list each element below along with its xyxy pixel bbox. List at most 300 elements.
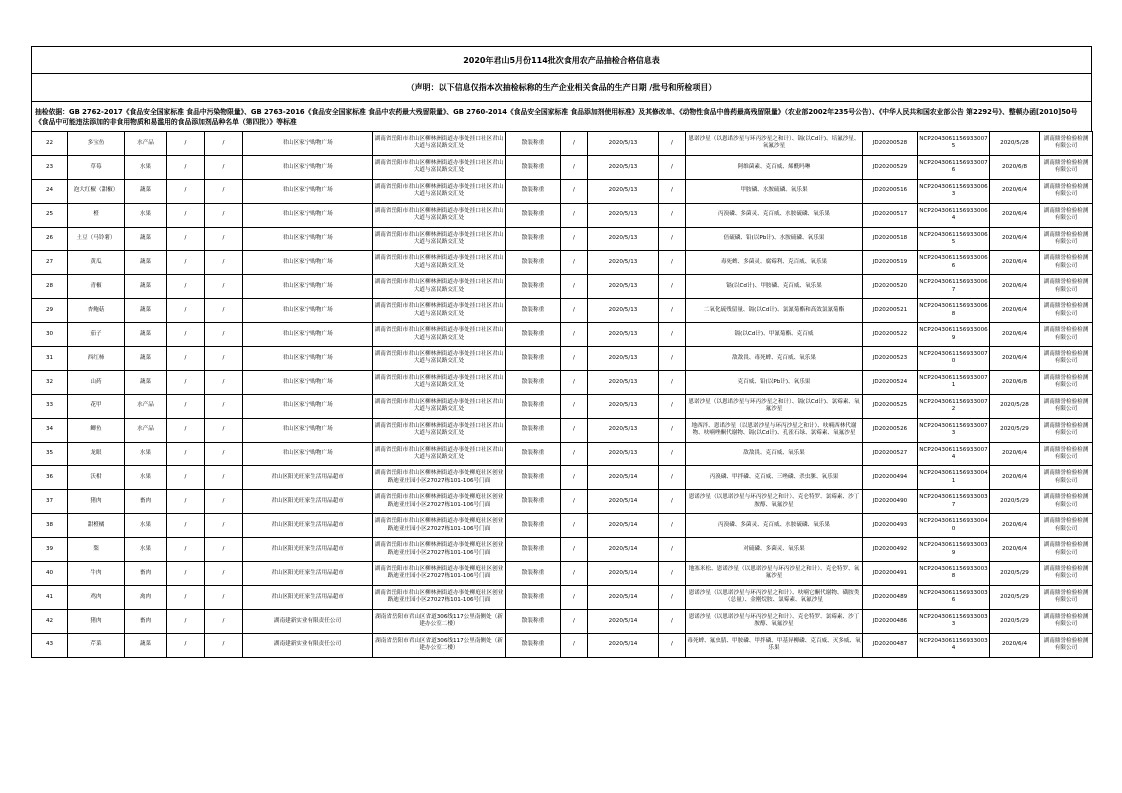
seller-name-cell: 湖南建新实业有限责任公司 bbox=[243, 609, 373, 633]
brand-cell: / bbox=[561, 203, 588, 227]
manufacturer-cell: / bbox=[167, 132, 205, 156]
specification-cell: 散装称重 bbox=[506, 203, 561, 227]
manufacturer-cell: / bbox=[167, 347, 205, 371]
manufacturer-cell: / bbox=[167, 203, 205, 227]
specification-cell: 散装称重 bbox=[506, 514, 561, 538]
row-number-cell: 23 bbox=[32, 155, 68, 179]
manufacturer-address-cell: / bbox=[205, 442, 243, 466]
test-items-cell: 毒死蜱、多菌灵、腐霉利、克百威、氧乐果 bbox=[686, 251, 863, 275]
manufacturer-address-cell: / bbox=[205, 275, 243, 299]
sheet-title: 2020年君山5月份114批次食用农产品抽检合格信息表 bbox=[31, 46, 1092, 73]
table-row bbox=[32, 227, 1093, 251]
seller-name-cell: 君山区家宁购物广场 bbox=[243, 179, 373, 203]
seller-name-cell: 君山区家宁购物广场 bbox=[243, 275, 373, 299]
manufacturer-cell: / bbox=[167, 179, 205, 203]
brand-cell: / bbox=[561, 442, 588, 466]
specification-cell: 散装称重 bbox=[506, 227, 561, 251]
category-cell: 水产品 bbox=[125, 132, 167, 156]
test-items-cell: 恩诺沙星（以恩诺沙星与环丙沙星之和计）、克仑特罗、氯霉素、沙丁胺醇、氧氟沙星 bbox=[686, 490, 863, 514]
brand-cell: / bbox=[561, 418, 588, 442]
publish-date-cell: 2020/5/29 bbox=[990, 585, 1040, 609]
manufacturer-address-cell: / bbox=[205, 514, 243, 538]
manufacturer-cell: / bbox=[167, 299, 205, 323]
seller-name-cell: 君山区家宁购物广场 bbox=[243, 370, 373, 394]
classification-cell: / bbox=[659, 299, 686, 323]
test-items-cell: 克百威、铅(以Pb计)、氧乐果 bbox=[686, 370, 863, 394]
brand-cell: / bbox=[561, 179, 588, 203]
publish-date-cell: 2020/6/4 bbox=[990, 275, 1040, 299]
manufacturer-address-cell: / bbox=[205, 370, 243, 394]
seller-address-cell: 湖南省岳阳市君山区省道306线117公里南侧处（新建办公室二楼） bbox=[373, 633, 506, 657]
brand-cell: / bbox=[561, 394, 588, 418]
production-date-cell: 2020/5/13 bbox=[588, 132, 659, 156]
production-date-cell: 2020/5/13 bbox=[588, 370, 659, 394]
seller-address-cell: 湖南省岳阳市君山区柳林洲街道办事处挂口社区君山大道与富民路交汇处 bbox=[373, 179, 506, 203]
sample-number-cell: NCP20430611569330040 bbox=[918, 514, 990, 538]
table-row bbox=[32, 585, 1093, 609]
production-date-cell: 2020/5/14 bbox=[588, 562, 659, 586]
inspection-sheet bbox=[31, 46, 1092, 658]
report-number-cell: JD20200520 bbox=[863, 275, 918, 299]
row-number-cell: 41 bbox=[32, 585, 68, 609]
category-cell: 水果 bbox=[125, 538, 167, 562]
manufacturer-cell: / bbox=[167, 394, 205, 418]
publish-date-cell: 2020/6/4 bbox=[990, 347, 1040, 371]
brand-cell: / bbox=[561, 132, 588, 156]
test-items-cell: 甲胺磷、水胺硫磷、氧乐果 bbox=[686, 179, 863, 203]
publish-date-cell: 2020/6/4 bbox=[990, 323, 1040, 347]
table-row bbox=[32, 538, 1093, 562]
seller-address-cell: 湖南省岳阳市君山区柳林洲街道办事处柳庭社区创业路迪亚庄园小区27027栋101-106号门面 bbox=[373, 585, 506, 609]
seller-address-cell: 湖南省岳阳市君山区柳林洲街道办事处挂口社区君山大道与富民路交汇处 bbox=[373, 132, 506, 156]
production-date-cell: 2020/5/14 bbox=[588, 538, 659, 562]
sample-number-cell: NCP20430611569330037 bbox=[918, 490, 990, 514]
publish-date-cell: 2020/6/4 bbox=[990, 227, 1040, 251]
classification-cell: / bbox=[659, 179, 686, 203]
manufacturer-cell: / bbox=[167, 155, 205, 179]
seller-name-cell: 君山区家宁购物广场 bbox=[243, 323, 373, 347]
specification-cell: 散装称重 bbox=[506, 275, 561, 299]
category-cell: 蔬菜 bbox=[125, 251, 167, 275]
sample-number-cell: NCP20430611569330039 bbox=[918, 538, 990, 562]
publish-date-cell: 2020/6/4 bbox=[990, 514, 1040, 538]
lab-cell: 湖南鼎誉检验检测有限公司 bbox=[1040, 179, 1093, 203]
brand-cell: / bbox=[561, 347, 588, 371]
classification-cell: / bbox=[659, 227, 686, 251]
manufacturer-address-cell: / bbox=[205, 251, 243, 275]
classification-cell: / bbox=[659, 251, 686, 275]
category-cell: 蔬菜 bbox=[125, 347, 167, 371]
row-number-cell: 28 bbox=[32, 275, 68, 299]
test-items-cell: 丙溴磷、多菌灵、克百威、水胺硫磷、氧乐果 bbox=[686, 514, 863, 538]
report-number-cell: JD20200527 bbox=[863, 442, 918, 466]
seller-address-cell: 湖南省岳阳市君山区柳林洲街道办事处挂口社区君山大道与富民路交汇处 bbox=[373, 251, 506, 275]
classification-cell: / bbox=[659, 370, 686, 394]
publish-date-cell: 2020/6/4 bbox=[990, 203, 1040, 227]
seller-address-cell: 湖南省岳阳市君山区柳林洲街道办事处柳庭社区创业路迪亚庄园小区27027栋101-106号门面 bbox=[373, 466, 506, 490]
specification-cell: 散装称重 bbox=[506, 442, 561, 466]
production-date-cell: 2020/5/13 bbox=[588, 418, 659, 442]
seller-address-cell: 湖南省岳阳市君山区柳林洲街道办事处柳庭社区创业路迪亚庄园小区27027栋101-106号门面 bbox=[373, 538, 506, 562]
row-number-cell: 22 bbox=[32, 132, 68, 156]
report-number-cell: JD20200493 bbox=[863, 514, 918, 538]
lab-cell: 湖南鼎誉检验检测有限公司 bbox=[1040, 299, 1093, 323]
food-name-cell: 鸡肉 bbox=[68, 585, 125, 609]
row-number-cell: 33 bbox=[32, 394, 68, 418]
test-items-cell: 对硫磷、多菌灵、氧乐果 bbox=[686, 538, 863, 562]
sample-number-cell: NCP20430611569330065 bbox=[918, 227, 990, 251]
category-cell: 畜肉 bbox=[125, 562, 167, 586]
row-number-cell: 37 bbox=[32, 490, 68, 514]
specification-cell: 散装称重 bbox=[506, 251, 561, 275]
seller-address-cell: 湖南省岳阳市君山区柳林洲街道办事处挂口社区君山大道与富民路交汇处 bbox=[373, 442, 506, 466]
production-date-cell: 2020/5/13 bbox=[588, 227, 659, 251]
specification-cell: 散装称重 bbox=[506, 562, 561, 586]
row-number-cell: 32 bbox=[32, 370, 68, 394]
manufacturer-cell: / bbox=[167, 466, 205, 490]
report-number-cell: JD20200529 bbox=[863, 155, 918, 179]
seller-address-cell: 湖南省岳阳市君山区柳林洲街道办事处挂口社区君山大道与富民路交汇处 bbox=[373, 370, 506, 394]
test-items-cell: 毒死蜱、氟虫腈、甲胺磷、甲拌磷、甲基异柳磷、克百威、灭多威、氧乐果 bbox=[686, 633, 863, 657]
brand-cell: / bbox=[561, 585, 588, 609]
lab-cell: 湖南鼎誉检验检测有限公司 bbox=[1040, 538, 1093, 562]
brand-cell: / bbox=[561, 633, 588, 657]
specification-cell: 散装称重 bbox=[506, 323, 561, 347]
publish-date-cell: 2020/5/29 bbox=[990, 609, 1040, 633]
lab-cell: 湖南鼎誉检验检测有限公司 bbox=[1040, 514, 1093, 538]
specification-cell: 散装称重 bbox=[506, 466, 561, 490]
food-name-cell: 泡大红椒（甜椒） bbox=[68, 179, 125, 203]
seller-name-cell: 君山区阳光旺家生活用品超市 bbox=[243, 585, 373, 609]
production-date-cell: 2020/5/13 bbox=[588, 155, 659, 179]
seller-address-cell: 湖南省岳阳市君山区柳林洲街道办事处柳庭社区创业路迪亚庄园小区27027栋101-106号门面 bbox=[373, 562, 506, 586]
sample-number-cell: NCP20430611569330064 bbox=[918, 203, 990, 227]
specification-cell: 散装称重 bbox=[506, 299, 561, 323]
classification-cell: / bbox=[659, 203, 686, 227]
seller-address-cell: 湖南省岳阳市君山区柳林洲街道办事处挂口社区君山大道与富民路交汇处 bbox=[373, 275, 506, 299]
table-row bbox=[32, 418, 1093, 442]
lab-cell: 湖南鼎誉检验检测有限公司 bbox=[1040, 203, 1093, 227]
report-number-cell: JD20200523 bbox=[863, 347, 918, 371]
production-date-cell: 2020/5/13 bbox=[588, 299, 659, 323]
manufacturer-cell: / bbox=[167, 251, 205, 275]
table-row bbox=[32, 299, 1093, 323]
production-date-cell: 2020/5/14 bbox=[588, 466, 659, 490]
seller-name-cell: 君山区家宁购物广场 bbox=[243, 394, 373, 418]
publish-date-cell: 2020/6/4 bbox=[990, 251, 1040, 275]
specification-cell: 散装称重 bbox=[506, 633, 561, 657]
sample-number-cell: NCP20430611569330041 bbox=[918, 466, 990, 490]
classification-cell: / bbox=[659, 609, 686, 633]
food-name-cell: 黄瓜 bbox=[68, 251, 125, 275]
sample-number-cell: NCP20430611569330066 bbox=[918, 251, 990, 275]
sample-number-cell: NCP20430611569330071 bbox=[918, 370, 990, 394]
row-number-cell: 38 bbox=[32, 514, 68, 538]
production-date-cell: 2020/5/13 bbox=[588, 394, 659, 418]
lab-cell: 湖南鼎誉检验检测有限公司 bbox=[1040, 275, 1093, 299]
specification-cell: 散装称重 bbox=[506, 418, 561, 442]
seller-address-cell: 湖南省岳阳市君山区柳林洲街道办事处挂口社区君山大道与富民路交汇处 bbox=[373, 299, 506, 323]
publish-date-cell: 2020/6/4 bbox=[990, 299, 1040, 323]
production-date-cell: 2020/5/13 bbox=[588, 323, 659, 347]
publish-date-cell: 2020/5/29 bbox=[990, 418, 1040, 442]
category-cell: 蔬菜 bbox=[125, 323, 167, 347]
test-items-cell: 恩诺沙星（以恩诺沙星与环丙沙星之和计）、镉(以Cd计)、氯霉素、氧氟沙星 bbox=[686, 394, 863, 418]
table-row bbox=[32, 514, 1093, 538]
declaration: （声明：以下信息仅指本次抽检标称的生产企业相关食品的生产日期 /批号和所检项目） bbox=[31, 73, 1092, 101]
lab-cell: 湖南鼎誉检验检测有限公司 bbox=[1040, 609, 1093, 633]
lab-cell: 湖南鼎誉检验检测有限公司 bbox=[1040, 155, 1093, 179]
classification-cell: / bbox=[659, 514, 686, 538]
sample-number-cell: NCP20430611569330063 bbox=[918, 179, 990, 203]
category-cell: 畜肉 bbox=[125, 490, 167, 514]
food-name-cell: 猪肉 bbox=[68, 609, 125, 633]
report-number-cell: JD20200518 bbox=[863, 227, 918, 251]
seller-name-cell: 君山区家宁购物广场 bbox=[243, 227, 373, 251]
seller-address-cell: 湖南省岳阳市君山区柳林洲街道办事处挂口社区君山大道与富民路交汇处 bbox=[373, 203, 506, 227]
table-row bbox=[32, 466, 1093, 490]
brand-cell: / bbox=[561, 323, 588, 347]
publish-date-cell: 2020/5/29 bbox=[990, 490, 1040, 514]
seller-name-cell: 君山区家宁购物广场 bbox=[243, 418, 373, 442]
lab-cell: 湖南鼎誉检验检测有限公司 bbox=[1040, 347, 1093, 371]
category-cell: 蔬菜 bbox=[125, 227, 167, 251]
specification-cell: 散装称重 bbox=[506, 394, 561, 418]
production-date-cell: 2020/5/13 bbox=[588, 442, 659, 466]
food-name-cell: 芹菜 bbox=[68, 633, 125, 657]
production-date-cell: 2020/5/13 bbox=[588, 179, 659, 203]
publish-date-cell: 2020/6/4 bbox=[990, 538, 1040, 562]
manufacturer-cell: / bbox=[167, 609, 205, 633]
manufacturer-address-cell: / bbox=[205, 418, 243, 442]
table-row bbox=[32, 179, 1093, 203]
specification-cell: 散装称重 bbox=[506, 538, 561, 562]
seller-address-cell: 湖南省岳阳市君山区柳林洲街道办事处挂口社区君山大道与富民路交汇处 bbox=[373, 227, 506, 251]
classification-cell: / bbox=[659, 394, 686, 418]
row-number-cell: 25 bbox=[32, 203, 68, 227]
table-row bbox=[32, 323, 1093, 347]
seller-address-cell: 湖南省岳阳市君山区柳林洲街道办事处挂口社区君山大道与富民路交汇处 bbox=[373, 155, 506, 179]
publish-date-cell: 2020/6/8 bbox=[990, 155, 1040, 179]
category-cell: 蔬菜 bbox=[125, 275, 167, 299]
brand-cell: / bbox=[561, 514, 588, 538]
sample-number-cell: NCP20430611569330074 bbox=[918, 442, 990, 466]
category-cell: 水产品 bbox=[125, 394, 167, 418]
manufacturer-cell: / bbox=[167, 633, 205, 657]
publish-date-cell: 2020/6/8 bbox=[990, 370, 1040, 394]
row-number-cell: 30 bbox=[32, 323, 68, 347]
publish-date-cell: 2020/5/29 bbox=[990, 562, 1040, 586]
table-row bbox=[32, 633, 1093, 657]
manufacturer-cell: / bbox=[167, 227, 205, 251]
report-number-cell: JD20200525 bbox=[863, 394, 918, 418]
classification-cell: / bbox=[659, 585, 686, 609]
report-number-cell: JD20200519 bbox=[863, 251, 918, 275]
lab-cell: 湖南鼎誉检验检测有限公司 bbox=[1040, 442, 1093, 466]
food-name-cell: 多宝鱼 bbox=[68, 132, 125, 156]
manufacturer-address-cell: / bbox=[205, 562, 243, 586]
food-name-cell: 沃柑 bbox=[68, 466, 125, 490]
test-items-cell: 地西泮、恩诺沙星（以恩诺沙星与环丙沙星之和计）、呋喃西林代谢物、呋喃唑酮代谢物、镉(以Cd计)、孔雀石绿、氯霉素、氧氟沙星 bbox=[686, 418, 863, 442]
brand-cell: / bbox=[561, 562, 588, 586]
food-name-cell: 西红柿 bbox=[68, 347, 125, 371]
lab-cell: 湖南鼎誉检验检测有限公司 bbox=[1040, 418, 1093, 442]
seller-address-cell: 湖南省岳阳市君山区柳林洲街道办事处柳庭社区创业路迪亚庄园小区27027栋101-106号门面 bbox=[373, 514, 506, 538]
sample-number-cell: NCP20430611569330034 bbox=[918, 633, 990, 657]
food-name-cell: 梨 bbox=[68, 538, 125, 562]
row-number-cell: 26 bbox=[32, 227, 68, 251]
lab-cell: 湖南鼎誉检验检测有限公司 bbox=[1040, 370, 1093, 394]
food-name-cell: 花甲 bbox=[68, 394, 125, 418]
lab-cell: 湖南鼎誉检验检测有限公司 bbox=[1040, 466, 1093, 490]
test-items-cell: 二氧化硫残留量、镉(以Cd计)、氯氰菊酯和高效氯氰菊酯 bbox=[686, 299, 863, 323]
production-date-cell: 2020/5/13 bbox=[588, 203, 659, 227]
sample-number-cell: NCP20430611569330038 bbox=[918, 562, 990, 586]
publish-date-cell: 2020/6/4 bbox=[990, 442, 1040, 466]
manufacturer-cell: / bbox=[167, 275, 205, 299]
lab-cell: 湖南鼎誉检验检测有限公司 bbox=[1040, 132, 1093, 156]
report-number-cell: JD20200487 bbox=[863, 633, 918, 657]
food-name-cell: 鲫鱼 bbox=[68, 418, 125, 442]
manufacturer-cell: / bbox=[167, 370, 205, 394]
category-cell: 蔬菜 bbox=[125, 179, 167, 203]
row-number-cell: 43 bbox=[32, 633, 68, 657]
manufacturer-cell: / bbox=[167, 585, 205, 609]
seller-name-cell: 湖南建新实业有限责任公司 bbox=[243, 633, 373, 657]
test-items-cell: 阿维菌素、克百威、烯酰吗啉 bbox=[686, 155, 863, 179]
specification-cell: 散装称重 bbox=[506, 179, 561, 203]
production-date-cell: 2020/5/14 bbox=[588, 490, 659, 514]
sample-number-cell: NCP20430611569330070 bbox=[918, 347, 990, 371]
lab-cell: 湖南鼎誉检验检测有限公司 bbox=[1040, 251, 1093, 275]
brand-cell: / bbox=[561, 227, 588, 251]
food-name-cell: 茄子 bbox=[68, 323, 125, 347]
table-row bbox=[32, 132, 1093, 156]
seller-name-cell: 君山区阳光旺家生活用品超市 bbox=[243, 466, 373, 490]
food-name-cell: 橙 bbox=[68, 203, 125, 227]
category-cell: 水果 bbox=[125, 203, 167, 227]
seller-address-cell: 湖南省岳阳市君山区省道306线117公里南侧处（新建办公室二楼） bbox=[373, 609, 506, 633]
classification-cell: / bbox=[659, 155, 686, 179]
report-number-cell: JD20200522 bbox=[863, 323, 918, 347]
category-cell: 水产品 bbox=[125, 418, 167, 442]
specification-cell: 散装称重 bbox=[506, 609, 561, 633]
seller-address-cell: 湖南省岳阳市君山区柳林洲街道办事处挂口社区君山大道与富民路交汇处 bbox=[373, 394, 506, 418]
report-number-cell: JD20200494 bbox=[863, 466, 918, 490]
test-items-cell: 恩诺沙星（以恩诺沙星与环丙沙星之和计）、呋喃它酮代谢物、磺胺类（总量）、金刚烷胺、氯霉素、氧氟沙星 bbox=[686, 585, 863, 609]
classification-cell: / bbox=[659, 490, 686, 514]
report-number-cell: JD20200490 bbox=[863, 490, 918, 514]
specification-cell: 散装称重 bbox=[506, 347, 561, 371]
test-items-cell: 丙溴磷、甲拌磷、克百威、三唑磷、杀虫脒、氧乐果 bbox=[686, 466, 863, 490]
sample-number-cell: NCP20430611569330073 bbox=[918, 418, 990, 442]
lab-cell: 湖南鼎誉检验检测有限公司 bbox=[1040, 394, 1093, 418]
category-cell: 水果 bbox=[125, 466, 167, 490]
classification-cell: / bbox=[659, 466, 686, 490]
food-name-cell: 杏鲍菇 bbox=[68, 299, 125, 323]
manufacturer-address-cell: / bbox=[205, 132, 243, 156]
production-date-cell: 2020/5/14 bbox=[588, 585, 659, 609]
report-number-cell: JD20200528 bbox=[863, 132, 918, 156]
table-row bbox=[32, 275, 1093, 299]
seller-name-cell: 君山区阳光旺家生活用品超市 bbox=[243, 562, 373, 586]
brand-cell: / bbox=[561, 299, 588, 323]
classification-cell: / bbox=[659, 418, 686, 442]
report-number-cell: JD20200489 bbox=[863, 585, 918, 609]
specification-cell: 散装称重 bbox=[506, 585, 561, 609]
manufacturer-cell: / bbox=[167, 562, 205, 586]
row-number-cell: 34 bbox=[32, 418, 68, 442]
test-items-cell: 恩诺沙星（以恩诺沙星与环丙沙星之和计）、克仑特罗、氯霉素、沙丁胺醇、氧氟沙星 bbox=[686, 609, 863, 633]
table-row bbox=[32, 562, 1093, 586]
report-number-cell: JD20200521 bbox=[863, 299, 918, 323]
manufacturer-cell: / bbox=[167, 514, 205, 538]
report-number-cell: JD20200526 bbox=[863, 418, 918, 442]
table-row bbox=[32, 251, 1093, 275]
classification-cell: / bbox=[659, 562, 686, 586]
production-date-cell: 2020/5/14 bbox=[588, 609, 659, 633]
lab-cell: 湖南鼎誉检验检测有限公司 bbox=[1040, 227, 1093, 251]
food-name-cell: 草莓 bbox=[68, 155, 125, 179]
test-items-cell: 恩诺沙星（以恩诺沙星与环丙沙星之和计）、镉(以Cd计)、培氟沙星、氧氟沙星 bbox=[686, 132, 863, 156]
production-date-cell: 2020/5/14 bbox=[588, 514, 659, 538]
brand-cell: / bbox=[561, 275, 588, 299]
classification-cell: / bbox=[659, 442, 686, 466]
test-items-cell: 镉(以Cd计)、甲氰菊酯、克百威 bbox=[686, 323, 863, 347]
row-number-cell: 27 bbox=[32, 251, 68, 275]
manufacturer-address-cell: / bbox=[205, 538, 243, 562]
food-name-cell: 龙眼 bbox=[68, 442, 125, 466]
report-number-cell: JD20200524 bbox=[863, 370, 918, 394]
seller-name-cell: 君山区家宁购物广场 bbox=[243, 299, 373, 323]
seller-name-cell: 君山区家宁购物广场 bbox=[243, 155, 373, 179]
inspection-basis: 抽检依据：GB 2762-2017《食品安全国家标准 食品中污染物限量》、GB 2763-2016《食品安全国家标准 食品中农药最大残留限量》、GB 2760-2014《食品安全国家标准 食品添加剂使用标准》及其修改单、《动物性食品中兽药最高残留限量》（农业部2002年235号公告）、《中华人民共和国农业部公告 第2292号》、整顿办函[2010]50号《食品中可能违法添加的非食用物质和易滥用的食品添加剂品种名单（第四批）》等标准 bbox=[31, 101, 1092, 131]
category-cell: 水果 bbox=[125, 442, 167, 466]
food-name-cell: 山药 bbox=[68, 370, 125, 394]
manufacturer-cell: / bbox=[167, 418, 205, 442]
seller-address-cell: 湖南省岳阳市君山区柳林洲街道办事处挂口社区君山大道与富民路交汇处 bbox=[373, 347, 506, 371]
table-row bbox=[32, 394, 1093, 418]
lab-cell: 湖南鼎誉检验检测有限公司 bbox=[1040, 562, 1093, 586]
manufacturer-cell: / bbox=[167, 442, 205, 466]
sample-number-cell: NCP20430611569330033 bbox=[918, 609, 990, 633]
publish-date-cell: 2020/6/4 bbox=[990, 179, 1040, 203]
sample-number-cell: NCP20430611569330069 bbox=[918, 323, 990, 347]
table-row bbox=[32, 609, 1093, 633]
results-table bbox=[31, 131, 1093, 658]
specification-cell: 散装称重 bbox=[506, 155, 561, 179]
category-cell: 禽肉 bbox=[125, 585, 167, 609]
report-number-cell: JD20200517 bbox=[863, 203, 918, 227]
food-name-cell: 土豆（马铃薯） bbox=[68, 227, 125, 251]
publish-date-cell: 2020/6/4 bbox=[990, 633, 1040, 657]
manufacturer-address-cell: / bbox=[205, 347, 243, 371]
category-cell: 蔬菜 bbox=[125, 370, 167, 394]
brand-cell: / bbox=[561, 155, 588, 179]
classification-cell: / bbox=[659, 538, 686, 562]
publish-date-cell: 2020/6/4 bbox=[990, 466, 1040, 490]
report-number-cell: JD20200516 bbox=[863, 179, 918, 203]
manufacturer-cell: / bbox=[167, 490, 205, 514]
row-number-cell: 36 bbox=[32, 466, 68, 490]
manufacturer-address-cell: / bbox=[205, 490, 243, 514]
seller-address-cell: 湖南省岳阳市君山区柳林洲街道办事处柳庭社区创业路迪亚庄园小区27027栋101-106号门面 bbox=[373, 490, 506, 514]
manufacturer-address-cell: / bbox=[205, 155, 243, 179]
category-cell: 水果 bbox=[125, 155, 167, 179]
seller-address-cell: 湖南省岳阳市君山区柳林洲街道办事处挂口社区君山大道与富民路交汇处 bbox=[373, 418, 506, 442]
manufacturer-address-cell: / bbox=[205, 203, 243, 227]
table-row bbox=[32, 370, 1093, 394]
